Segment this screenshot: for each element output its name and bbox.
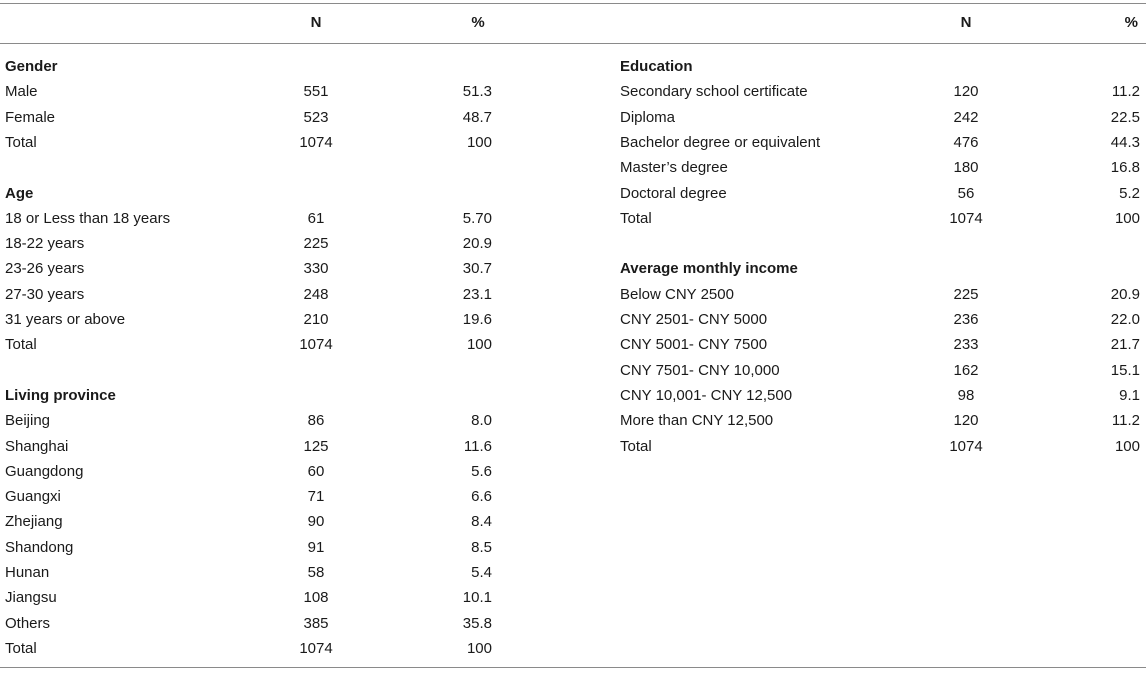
row-n-value: 1074 xyxy=(299,336,333,354)
row-label: Total xyxy=(5,133,37,151)
row-pct-value: 20.9 xyxy=(462,235,492,253)
section-heading: Average monthly income xyxy=(620,260,798,278)
row-n-value: 330 xyxy=(303,260,329,278)
row-pct-value: 48.7 xyxy=(462,108,492,126)
row-pct-value: 19.6 xyxy=(462,311,492,328)
row-pct-value: 8.5 xyxy=(471,538,492,556)
row-n-value: 56 xyxy=(957,184,975,202)
row-pct-value: 23.1 xyxy=(462,285,492,303)
row-n-value: 58 xyxy=(307,564,325,581)
row-label: Others xyxy=(5,614,51,632)
row-n-value: 476 xyxy=(953,133,979,151)
row-pct-value: 5.6 xyxy=(471,462,492,480)
right-n-header: N xyxy=(960,14,972,31)
row-label: Jiangsu xyxy=(5,589,57,607)
row-label: Total xyxy=(620,209,652,227)
row-label: Diploma xyxy=(620,108,676,126)
row-n-value: 60 xyxy=(307,462,325,480)
section-heading: Age xyxy=(5,184,34,202)
row-pct-value: 100 xyxy=(1114,209,1140,227)
row-pct-value: 16.8 xyxy=(1110,159,1140,177)
row-n-value: 108 xyxy=(303,589,329,607)
row-label: Total xyxy=(620,437,652,455)
row-label: Beijing xyxy=(5,412,51,430)
row-n-value: 61 xyxy=(307,209,325,227)
row-label: Shanghai xyxy=(5,437,69,455)
row-label: Shandong xyxy=(5,538,74,556)
row-n-value: 1074 xyxy=(299,133,333,151)
table-header-rule xyxy=(0,43,1146,44)
row-label: CNY 2501- CNY 5000 xyxy=(620,311,768,328)
row-pct-value: 11.2 xyxy=(1111,412,1140,430)
row-label: 31 years or above xyxy=(5,311,126,328)
row-label: Total xyxy=(5,336,37,354)
row-pct-value: 22.0 xyxy=(1110,311,1140,328)
row-n-value: 71 xyxy=(307,488,325,506)
row-pct-value: 15.1 xyxy=(1110,361,1140,379)
row-pct-value: 10.1 xyxy=(462,589,492,607)
row-label: 18-22 years xyxy=(5,235,85,253)
row-pct-value: 22.5 xyxy=(1110,108,1140,126)
row-pct-value: 35.8 xyxy=(462,614,492,632)
row-n-value: 385 xyxy=(303,614,329,632)
row-pct-value: 100 xyxy=(466,639,492,657)
row-label: Guangxi xyxy=(5,488,61,506)
row-label: Guangdong xyxy=(5,462,84,480)
row-label: 18 or Less than 18 years xyxy=(5,209,171,227)
section-heading: Living province xyxy=(5,386,116,404)
row-label: 23-26 years xyxy=(5,260,85,278)
row-pct-value: 44.3 xyxy=(1110,133,1140,151)
row-n-value: 248 xyxy=(303,285,329,303)
row-label: Hunan xyxy=(5,564,50,581)
row-n-value: 125 xyxy=(303,437,329,455)
row-pct-value: 8.4 xyxy=(471,513,492,531)
row-pct-value: 100 xyxy=(466,336,492,354)
row-n-value: 242 xyxy=(953,108,979,126)
row-n-value: 225 xyxy=(953,285,979,303)
row-label: 27-30 years xyxy=(5,285,85,303)
row-label: Doctoral degree xyxy=(620,184,727,202)
row-pct-value: 30.7 xyxy=(462,260,492,278)
section-heading: Gender xyxy=(5,58,58,75)
row-n-value: 180 xyxy=(953,159,979,177)
row-pct-value: 20.9 xyxy=(1110,285,1140,303)
row-n-value: 120 xyxy=(953,83,979,101)
row-n-value: 225 xyxy=(303,235,329,253)
row-n-value: 90 xyxy=(307,513,325,531)
row-pct-value: 9.1 xyxy=(1119,386,1140,404)
section-heading: Education xyxy=(620,58,693,75)
row-n-value: 1074 xyxy=(949,209,983,227)
row-n-value: 1074 xyxy=(949,437,983,455)
right-pct-header: % xyxy=(1124,14,1138,31)
row-pct-value: 5.70 xyxy=(462,209,492,227)
row-n-value: 551 xyxy=(303,83,329,101)
row-label: CNY 7501- CNY 10,000 xyxy=(620,361,780,379)
table-top-rule xyxy=(0,3,1146,4)
row-label: Female xyxy=(5,108,56,126)
row-label: Zhejiang xyxy=(5,513,63,531)
table-bottom-rule xyxy=(0,667,1146,668)
left-n-header: N xyxy=(310,14,322,31)
row-n-value: 210 xyxy=(303,311,329,328)
row-pct-value: 100 xyxy=(466,133,492,151)
row-label: CNY 10,001- CNY 12,500 xyxy=(620,386,793,404)
left-pct-header: % xyxy=(471,14,485,31)
row-n-value: 233 xyxy=(953,336,979,354)
row-pct-value: 11.2 xyxy=(1111,83,1140,101)
row-pct-value: 6.6 xyxy=(471,488,492,506)
row-label: CNY 5001- CNY 7500 xyxy=(620,336,768,354)
row-n-value: 162 xyxy=(953,361,979,379)
row-label: Male xyxy=(5,83,38,101)
row-label: Secondary school certificate xyxy=(620,83,808,101)
row-label: Below CNY 2500 xyxy=(620,285,734,303)
row-pct-value: 51.3 xyxy=(462,83,492,101)
row-label: Total xyxy=(5,639,37,657)
row-pct-value: 5.4 xyxy=(471,564,492,581)
row-pct-value: 21.7 xyxy=(1110,336,1140,354)
row-n-value: 1074 xyxy=(299,639,333,657)
row-n-value: 120 xyxy=(953,412,979,430)
row-pct-value: 11.6 xyxy=(463,437,492,455)
row-n-value: 98 xyxy=(957,386,975,404)
row-n-value: 236 xyxy=(953,311,979,328)
row-pct-value: 100 xyxy=(1114,437,1140,455)
row-pct-value: 8.0 xyxy=(471,412,492,430)
row-label: Bachelor degree or equivalent xyxy=(620,133,821,151)
row-n-value: 91 xyxy=(307,538,325,556)
row-label: Master’s degree xyxy=(620,159,728,177)
row-pct-value: 5.2 xyxy=(1119,184,1140,202)
row-n-value: 86 xyxy=(307,412,325,430)
row-label: More than CNY 12,500 xyxy=(620,412,774,430)
row-n-value: 523 xyxy=(303,108,329,126)
